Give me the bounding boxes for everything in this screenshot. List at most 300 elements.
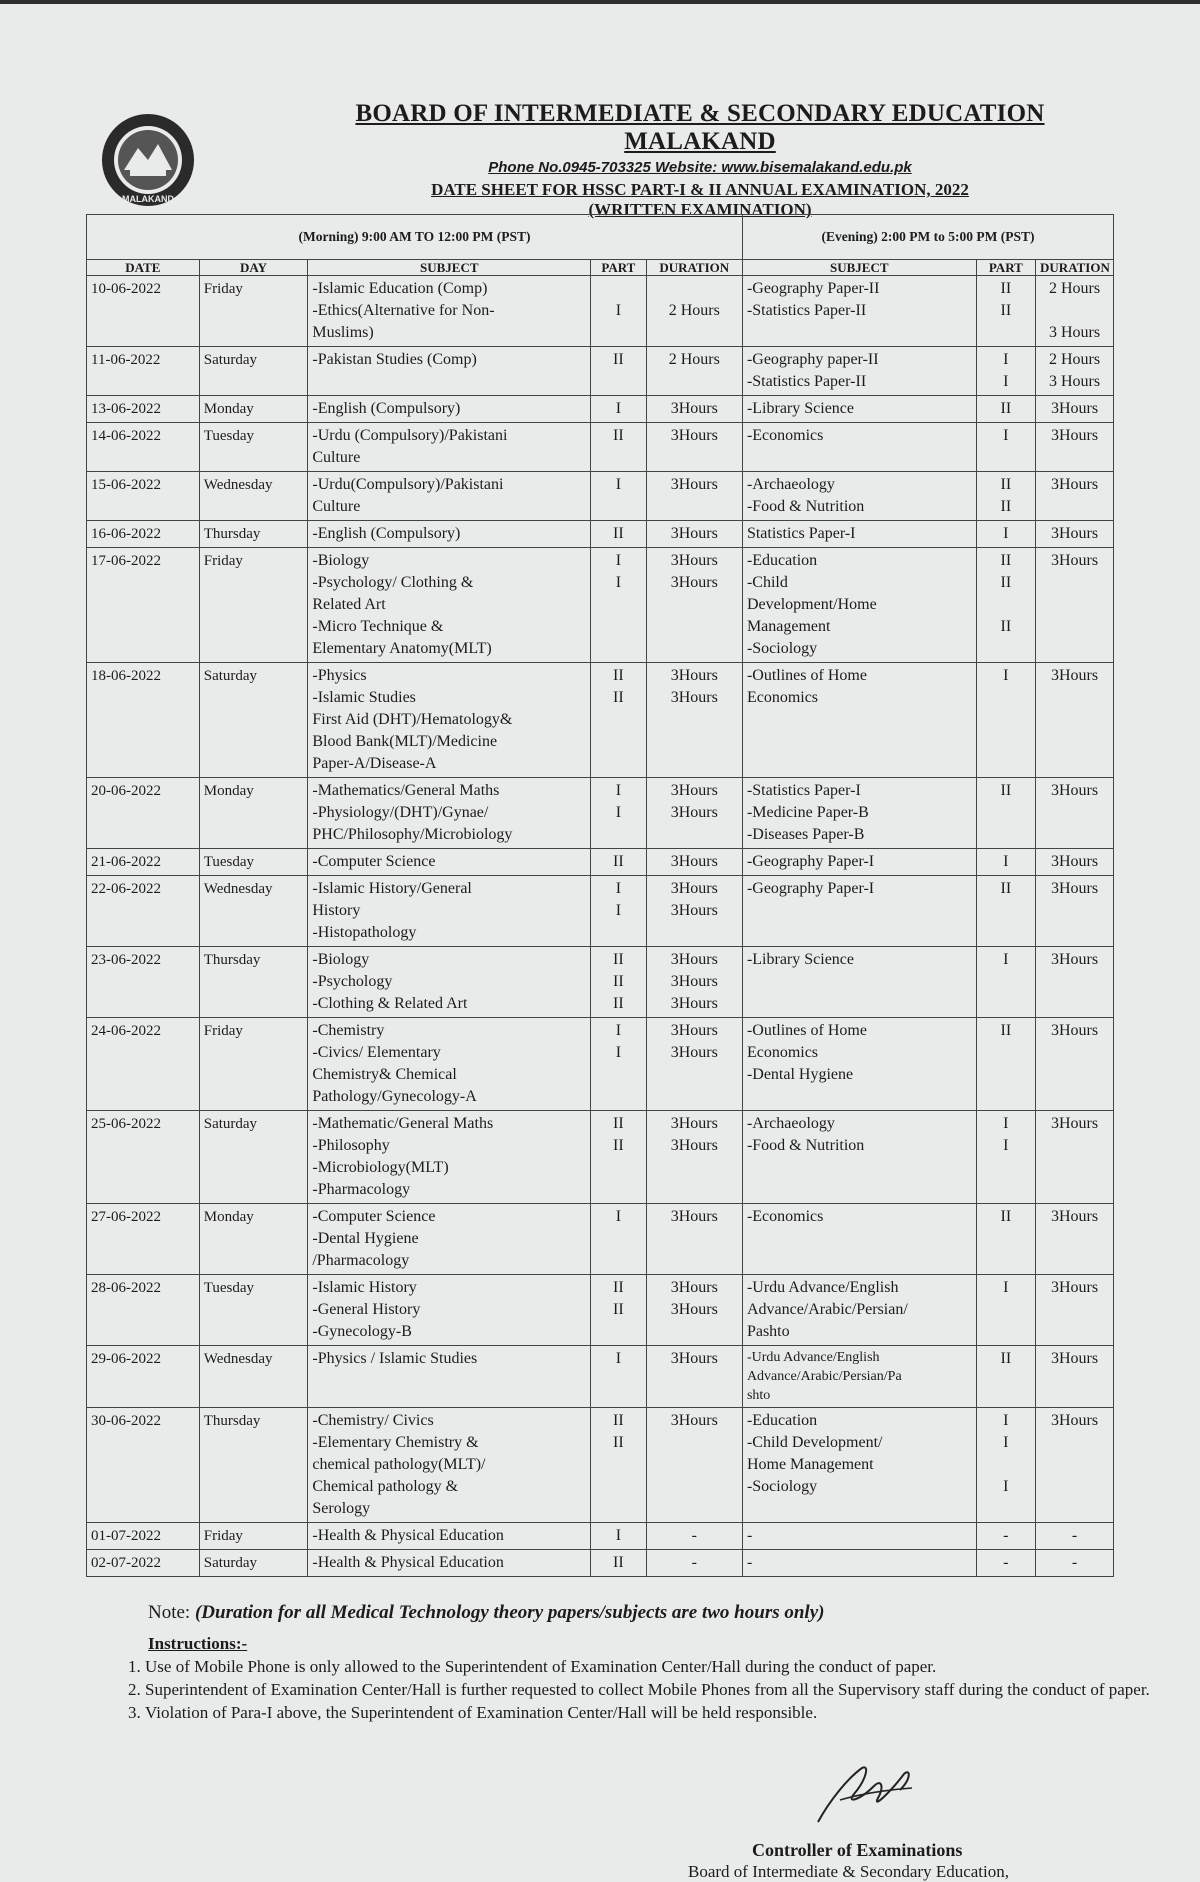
evening-part-cell-line: II xyxy=(1000,498,1012,515)
evening-duration-cell xyxy=(1036,521,1114,548)
evening-subject-cell xyxy=(742,663,976,778)
morning-part-cell-line: I xyxy=(615,1044,622,1061)
day-cell: Wednesday xyxy=(199,472,308,521)
evening-duration-cell-line: 3Hours xyxy=(1050,951,1099,968)
morning-part-cell-line: I xyxy=(615,552,622,569)
morning-part-cell xyxy=(591,1550,646,1577)
date-cell: 02-07-2022 xyxy=(87,1550,200,1577)
morning-subject-cell-line: chemical pathology(MLT)/ xyxy=(312,1456,486,1473)
controller-title: Controller of Examinations xyxy=(752,1840,963,1860)
morning-subject-cell-line: -English (Compulsory) xyxy=(312,525,461,542)
scan-edge xyxy=(0,0,1200,4)
evening-subject-cell xyxy=(742,423,976,472)
morning-duration-cell xyxy=(646,876,742,947)
morning-subject-cell-line: -Clothing & Related Art xyxy=(312,995,468,1012)
date-cell: 21-06-2022 xyxy=(87,849,200,876)
evening-duration-cell xyxy=(1036,548,1114,663)
table-row xyxy=(87,947,1114,1018)
morning-duration-cell-line: 3Hours xyxy=(670,552,718,569)
morning-subject-cell-line: -Islamic Studies xyxy=(312,689,416,706)
morning-part-cell-line xyxy=(595,278,641,300)
morning-subject-cell-line: Muslims) xyxy=(312,324,374,341)
evening-part-cell-line: II xyxy=(1000,280,1012,297)
morning-subject-cell-line: Blood Bank(MLT)/Medicine xyxy=(312,733,498,750)
evening-subject-cell-line: Economics xyxy=(746,689,819,706)
morning-part-cell-line: I xyxy=(615,880,622,897)
table-row xyxy=(87,521,1114,548)
morning-part-cell xyxy=(591,849,646,876)
morning-part-cell-line: II xyxy=(613,853,624,870)
morning-duration-cell xyxy=(646,1204,742,1275)
morning-part-cell xyxy=(591,521,646,548)
evening-subject-cell xyxy=(742,1018,976,1111)
evening-subject-cell xyxy=(742,548,976,663)
evening-duration-cell xyxy=(1036,876,1114,947)
morning-duration-cell xyxy=(646,521,742,548)
evening-part-cell-line: I xyxy=(1003,1478,1009,1495)
evening-subject-cell-line: - xyxy=(746,1527,753,1544)
morning-part-cell xyxy=(591,1204,646,1275)
morning-subject-cell-line: -Civics/ Elementary xyxy=(312,1044,441,1061)
morning-duration-cell xyxy=(646,1346,742,1408)
evening-part-cell-line xyxy=(981,594,1031,616)
evening-subject-cell-line: -Education xyxy=(746,1412,818,1429)
evening-subject-cell-line: -Sociology xyxy=(746,640,818,657)
morning-part-cell xyxy=(591,1275,646,1346)
morning-subject-cell xyxy=(308,396,591,423)
morning-duration-cell-line: 3Hours xyxy=(670,973,718,990)
day-cell: Friday xyxy=(199,1018,308,1111)
morning-session-label: (Morning) 9:00 AM TO 12:00 PM (PST) xyxy=(87,215,743,260)
morning-subject-cell-line: Chemistry& Chemical xyxy=(312,1066,457,1083)
evening-duration-cell xyxy=(1036,947,1114,1018)
evening-subject-cell-line: -Medicine Paper-B xyxy=(746,804,869,821)
morning-subject-cell-line: -Biology xyxy=(312,951,370,968)
evening-part-cell-line: I xyxy=(1003,951,1009,968)
morning-duration-cell xyxy=(646,1018,742,1111)
morning-part-cell-line: I xyxy=(615,476,622,493)
morning-subject-cell-line: -Gynecology-B xyxy=(312,1323,412,1340)
evening-part-cell-line: II xyxy=(1000,476,1012,493)
table-row xyxy=(87,1523,1114,1550)
morning-duration-cell xyxy=(646,423,742,472)
day-cell: Monday xyxy=(199,778,308,849)
day-cell: Tuesday xyxy=(199,1275,308,1346)
date-cell: 01-07-2022 xyxy=(87,1523,200,1550)
evening-part-cell xyxy=(976,548,1035,663)
morning-duration-cell-line: 3Hours xyxy=(670,951,718,968)
evening-part-cell-line: I xyxy=(1003,853,1009,870)
evening-subject-cell-line: -Archaeology xyxy=(746,1115,835,1132)
morning-part-cell xyxy=(591,947,646,1018)
morning-part-cell xyxy=(591,1111,646,1204)
morning-subject-cell-line: Culture xyxy=(312,449,361,466)
evening-part-cell xyxy=(976,347,1035,396)
evening-part-cell xyxy=(976,1550,1035,1577)
evening-subject-cell-line: -Child Development/ xyxy=(746,1434,883,1451)
morning-subject-cell xyxy=(308,1111,591,1204)
evening-subject-cell xyxy=(742,347,976,396)
evening-subject-cell-line: -Economics xyxy=(746,1208,824,1225)
date-cell: 11-06-2022 xyxy=(87,347,200,396)
morning-subject-cell xyxy=(308,947,591,1018)
morning-duration-cell-line: 3Hours xyxy=(670,880,718,897)
evening-duration-cell xyxy=(1036,1204,1114,1275)
evening-part-cell xyxy=(976,947,1035,1018)
morning-part-cell-line: II xyxy=(613,1301,624,1318)
morning-subject-cell-line: -Microbiology(MLT) xyxy=(312,1159,449,1176)
evening-part-cell-line: I xyxy=(1003,1115,1009,1132)
table-row xyxy=(87,663,1114,778)
morning-duration-cell-line: 3Hours xyxy=(670,400,718,417)
table-row xyxy=(87,276,1114,347)
morning-subject-cell-line: -Physiology/(DHT)/Gynae/ xyxy=(312,804,489,821)
morning-part-cell xyxy=(591,778,646,849)
date-cell: 23-06-2022 xyxy=(87,947,200,1018)
morning-subject-cell xyxy=(308,1550,591,1577)
morning-subject-cell xyxy=(308,423,591,472)
evening-duration-cell-line xyxy=(1040,300,1109,322)
col-subject: SUBJECT xyxy=(308,260,591,276)
instructions-heading: Instructions:- xyxy=(148,1634,248,1653)
morning-subject-cell-line: -English (Compulsory) xyxy=(312,400,461,417)
evening-part-cell-line: II xyxy=(1000,400,1012,417)
evening-part-cell xyxy=(976,1111,1035,1204)
evening-duration-cell xyxy=(1036,1018,1114,1111)
morning-part-cell-line: II xyxy=(613,1434,624,1451)
evening-duration-cell xyxy=(1036,1346,1114,1408)
morning-part-cell-line: II xyxy=(613,689,624,706)
evening-duration-cell-line: 3Hours xyxy=(1050,552,1099,569)
morning-duration-cell-line: 3Hours xyxy=(670,1279,718,1296)
morning-subject-cell-line: Pathology/Gynecology-A xyxy=(312,1088,477,1105)
morning-duration-cell xyxy=(646,1275,742,1346)
evening-part-cell xyxy=(976,663,1035,778)
morning-part-cell-line: I xyxy=(615,782,622,799)
day-cell: Monday xyxy=(199,1204,308,1275)
evening-part-cell xyxy=(976,778,1035,849)
morning-subject-cell-line: -Computer Science xyxy=(312,853,436,870)
evening-subject-cell-line: -Dental Hygiene xyxy=(746,1066,854,1083)
evening-part-cell-line: II xyxy=(1000,1208,1012,1225)
evening-subject-cell-line: -Outlines of Home xyxy=(746,667,867,684)
morning-subject-cell xyxy=(308,1346,591,1408)
morning-subject-cell-line: -Urdu (Compulsory)/Pakistani xyxy=(312,427,508,444)
col-evening-duration: DURATION xyxy=(1036,260,1114,276)
morning-subject-cell-line: -Histopathology xyxy=(312,924,417,941)
evening-subject-cell-line: shto xyxy=(746,1388,771,1403)
contact-line: Phone No.0945-703325 Website: www.bisemalakand.edu.pk xyxy=(488,159,912,176)
morning-part-cell-line: II xyxy=(613,427,624,444)
evening-part-cell-line: II xyxy=(1000,1022,1012,1039)
morning-subject-cell xyxy=(308,1275,591,1346)
evening-subject-cell xyxy=(742,276,976,347)
morning-subject-cell xyxy=(308,1408,591,1523)
morning-part-cell xyxy=(591,1018,646,1111)
morning-subject-cell-line: -Mathematic/General Maths xyxy=(312,1115,494,1132)
morning-subject-cell xyxy=(308,876,591,947)
morning-subject-cell-line: -Islamic History/General xyxy=(312,880,472,897)
evening-duration-cell xyxy=(1036,472,1114,521)
exam-type: (WRITTEN EXAMINATION) xyxy=(588,200,812,219)
evening-part-cell-line: II xyxy=(1000,618,1012,635)
evening-subject-cell-line: -Statistics Paper-I xyxy=(746,782,861,799)
morning-duration-cell xyxy=(646,347,742,396)
board-logo-icon xyxy=(100,112,196,208)
morning-subject-cell-line: -Health & Physical Education xyxy=(312,1527,504,1544)
evening-duration-cell-line: 3Hours xyxy=(1050,427,1099,444)
evening-subject-cell-line: -Diseases Paper-B xyxy=(746,826,865,843)
evening-part-cell-line xyxy=(981,1454,1031,1476)
evening-subject-cell-line: Advance/Arabic/Persian/ xyxy=(746,1301,908,1318)
date-cell: 20-06-2022 xyxy=(87,778,200,849)
morning-part-cell xyxy=(591,276,646,347)
morning-part-cell-line: II xyxy=(613,973,624,990)
morning-subject-cell xyxy=(308,276,591,347)
morning-subject-cell xyxy=(308,347,591,396)
morning-part-cell-line: I xyxy=(615,902,622,919)
evening-subject-cell xyxy=(742,1111,976,1204)
evening-subject-cell-line: Management xyxy=(746,618,831,635)
morning-subject-cell xyxy=(308,1204,591,1275)
date-cell: 27-06-2022 xyxy=(87,1204,200,1275)
evening-duration-cell-line: 3Hours xyxy=(1050,1279,1099,1296)
morning-duration-cell-line: 3Hours xyxy=(670,902,718,919)
day-cell: Saturday xyxy=(199,1111,308,1204)
table-row xyxy=(87,1204,1114,1275)
day-cell: Thursday xyxy=(199,521,308,548)
morning-part-cell xyxy=(591,548,646,663)
morning-duration-cell-line: 3Hours xyxy=(670,667,718,684)
morning-part-cell-line: II xyxy=(613,1554,624,1571)
morning-subject-cell-line: -Physics xyxy=(312,667,367,684)
col-day: DAY xyxy=(199,260,308,276)
morning-subject-cell-line: -Psychology/ Clothing & xyxy=(312,574,474,591)
morning-part-cell-line: I xyxy=(615,302,622,319)
instruction-item: 1. Use of Mobile Phone is only allowed to the Superintendent of Examination Center/Hall during the conduct of paper. xyxy=(145,1656,1175,1678)
morning-subject-cell xyxy=(308,1018,591,1111)
evening-duration-cell-line: 3Hours xyxy=(1050,1115,1099,1132)
evening-subject-cell xyxy=(742,1523,976,1550)
evening-subject-cell xyxy=(742,1204,976,1275)
table-row xyxy=(87,1346,1114,1408)
evening-part-cell xyxy=(976,849,1035,876)
morning-subject-cell-line: -Chemistry xyxy=(312,1022,385,1039)
day-cell: Tuesday xyxy=(199,849,308,876)
evening-part-cell-line: I xyxy=(1003,373,1009,390)
morning-duration-cell-line: 3Hours xyxy=(670,427,718,444)
morning-subject-cell-line: Related Art xyxy=(312,596,386,613)
evening-subject-cell xyxy=(742,849,976,876)
evening-part-cell-line: I xyxy=(1003,1434,1009,1451)
morning-part-cell-line: II xyxy=(613,995,624,1012)
morning-subject-cell-line: -Philosophy xyxy=(312,1137,390,1154)
morning-duration-cell xyxy=(646,1111,742,1204)
morning-duration-cell-line: 3Hours xyxy=(670,1137,718,1154)
morning-duration-cell-line: 3Hours xyxy=(670,1350,718,1367)
morning-subject-cell-line: -Physics / Islamic Studies xyxy=(312,1350,478,1367)
date-cell: 16-06-2022 xyxy=(87,521,200,548)
evening-part-cell-line: II xyxy=(1000,1350,1012,1367)
table-row xyxy=(87,1018,1114,1111)
evening-duration-cell-line: 3Hours xyxy=(1050,1412,1099,1429)
evening-subject-cell-line: Economics xyxy=(746,1044,819,1061)
note xyxy=(148,1602,824,1624)
morning-subject-cell-line: -Islamic Education (Comp) xyxy=(312,280,488,297)
date-cell: 14-06-2022 xyxy=(87,423,200,472)
morning-part-cell-line: II xyxy=(613,1137,624,1154)
morning-duration-cell-line: 3Hours xyxy=(670,782,718,799)
morning-subject-cell-line: -Dental Hygiene xyxy=(312,1230,419,1247)
morning-subject-cell-line: Chemical pathology & xyxy=(312,1478,459,1495)
evening-part-cell xyxy=(976,472,1035,521)
evening-duration-cell-line: 3Hours xyxy=(1050,880,1099,897)
evening-duration-cell-line: 3 Hours xyxy=(1048,324,1101,341)
morning-subject-cell xyxy=(308,548,591,663)
morning-duration-cell-line: 3Hours xyxy=(670,1115,718,1132)
morning-part-cell xyxy=(591,472,646,521)
evening-subject-cell-line: -Outlines of Home xyxy=(746,1022,867,1039)
evening-subject-cell-line: -Archaeology xyxy=(746,476,835,493)
morning-subject-cell xyxy=(308,849,591,876)
morning-part-cell-line: II xyxy=(613,1412,624,1429)
date-cell: 25-06-2022 xyxy=(87,1111,200,1204)
morning-part-cell xyxy=(591,1346,646,1408)
day-cell: Wednesday xyxy=(199,1346,308,1408)
morning-duration-cell-line: 3Hours xyxy=(670,804,718,821)
evening-duration-cell xyxy=(1036,849,1114,876)
morning-part-cell-line: I xyxy=(615,400,622,417)
morning-duration-cell xyxy=(646,663,742,778)
evening-part-cell-line: - xyxy=(1003,1527,1009,1544)
evening-subject-cell-line: -Sociology xyxy=(746,1478,818,1495)
evening-subject-cell-line: -Economics xyxy=(746,427,824,444)
morning-duration-cell-line: 3Hours xyxy=(670,853,718,870)
evening-duration-cell xyxy=(1036,1111,1114,1204)
evening-subject-cell xyxy=(742,947,976,1018)
morning-duration-cell xyxy=(646,472,742,521)
evening-subject-cell-line: Advance/Arabic/Persian/Pa xyxy=(746,1369,902,1384)
evening-duration-cell xyxy=(1036,276,1114,347)
col-date: DATE xyxy=(87,260,200,276)
table-row xyxy=(87,1275,1114,1346)
morning-duration-cell-line: - xyxy=(691,1527,697,1544)
day-cell: Tuesday xyxy=(199,423,308,472)
evening-duration-cell-line: - xyxy=(1071,1527,1078,1544)
date-cell: 17-06-2022 xyxy=(87,548,200,663)
morning-subject-cell-line: -Pakistan Studies (Comp) xyxy=(312,351,477,368)
col-part: PART xyxy=(591,260,646,276)
evening-part-cell xyxy=(976,276,1035,347)
morning-part-cell-line: II xyxy=(613,1115,624,1132)
morning-subject-cell-line: -Ethics(Alternative for Non- xyxy=(312,302,495,319)
morning-part-cell-line: II xyxy=(613,667,624,684)
evening-subject-cell xyxy=(742,876,976,947)
morning-subject-cell-line: -Psychology xyxy=(312,973,393,990)
logo-text: MALAKAND xyxy=(122,194,174,204)
evening-duration-cell xyxy=(1036,1275,1114,1346)
morning-subject-cell-line: -Elementary Chemistry & xyxy=(312,1434,479,1451)
evening-duration-cell-line: 3Hours xyxy=(1050,400,1099,417)
evening-subject-cell-line: -Statistics Paper-II xyxy=(746,302,867,319)
evening-duration-cell xyxy=(1036,423,1114,472)
morning-subject-cell-line: -General History xyxy=(312,1301,421,1318)
evening-subject-cell xyxy=(742,521,976,548)
morning-part-cell xyxy=(591,423,646,472)
morning-subject-cell-line: -Biology xyxy=(312,552,370,569)
date-cell: 28-06-2022 xyxy=(87,1275,200,1346)
morning-subject-cell-line: PHC/Philosophy/Microbiology xyxy=(312,826,513,843)
evening-part-cell xyxy=(976,1346,1035,1408)
evening-subject-cell-line: -Geography Paper-II xyxy=(746,280,880,297)
evening-subject-cell-line: -Urdu Advance/English xyxy=(746,1350,880,1365)
evening-subject-cell-line: -Food & Nutrition xyxy=(746,498,865,515)
morning-duration-cell-line: 3Hours xyxy=(670,1208,718,1225)
date-cell: 29-06-2022 xyxy=(87,1346,200,1408)
morning-subject-cell xyxy=(308,472,591,521)
instruction-item: 2. Superintendent of Examination Center/Hall is further requested to collect Mobile Phones from all the Supervisory staff during the conduct of paper. xyxy=(145,1679,1175,1701)
morning-duration-cell xyxy=(646,276,742,347)
morning-part-cell-line: II xyxy=(613,1279,624,1296)
morning-subject-cell-line: -Chemistry/ Civics xyxy=(312,1412,434,1429)
table-row xyxy=(87,778,1114,849)
evening-duration-cell xyxy=(1036,663,1114,778)
morning-part-cell-line: I xyxy=(615,1527,622,1544)
table-row xyxy=(87,1111,1114,1204)
evening-subject-cell-line: Development/Home xyxy=(746,596,877,613)
day-cell: Friday xyxy=(199,276,308,347)
evening-subject-cell xyxy=(742,1550,976,1577)
evening-part-cell xyxy=(976,876,1035,947)
morning-duration-cell-line: 3Hours xyxy=(670,689,718,706)
morning-duration-cell-line: 3Hours xyxy=(670,1044,718,1061)
evening-subject-cell-line: -Geography Paper-I xyxy=(746,853,875,870)
evening-part-cell-line: I xyxy=(1003,1137,1009,1154)
morning-subject-cell-line: -Urdu(Compulsory)/Pakistani xyxy=(312,476,504,493)
table-row xyxy=(87,423,1114,472)
evening-part-cell-line: I xyxy=(1003,1279,1009,1296)
evening-duration-cell-line: 3Hours xyxy=(1050,1022,1099,1039)
morning-part-cell xyxy=(591,347,646,396)
evening-subject-cell xyxy=(742,396,976,423)
col-evening-subject: SUBJECT xyxy=(742,260,976,276)
evening-part-cell-line: II xyxy=(1000,302,1012,319)
board-title: BOARD OF INTERMEDIATE & SECONDARY EDUCATION MALAKAND xyxy=(355,100,1045,155)
date-cell: 10-06-2022 xyxy=(87,276,200,347)
evening-part-cell-line: II xyxy=(1000,880,1012,897)
evening-part-cell xyxy=(976,396,1035,423)
evening-part-cell xyxy=(976,1408,1035,1523)
morning-duration-cell-line: - xyxy=(691,1554,697,1571)
evening-duration-cell xyxy=(1036,396,1114,423)
morning-duration-cell-line: 2 Hours xyxy=(668,351,720,368)
evening-subject-cell-line: -Geography Paper-I xyxy=(746,880,875,897)
evening-subject-cell xyxy=(742,1275,976,1346)
morning-duration-cell-line: 3Hours xyxy=(670,995,718,1012)
table-row xyxy=(87,1408,1114,1523)
evening-subject-cell-line: - xyxy=(746,1554,753,1571)
day-cell: Wednesday xyxy=(199,876,308,947)
instructions-list xyxy=(115,1656,1175,1725)
morning-duration-cell-line: 3Hours xyxy=(670,574,718,591)
date-cell: 24-06-2022 xyxy=(87,1018,200,1111)
morning-part-cell-line: II xyxy=(613,951,624,968)
board-signature-line: Board of Intermediate & Secondary Education, xyxy=(688,1862,1009,1881)
evening-duration-cell-line: - xyxy=(1071,1554,1078,1571)
evening-duration-cell-line: 3Hours xyxy=(1050,525,1099,542)
morning-part-cell-line: I xyxy=(615,1022,622,1039)
date-cell: 22-06-2022 xyxy=(87,876,200,947)
